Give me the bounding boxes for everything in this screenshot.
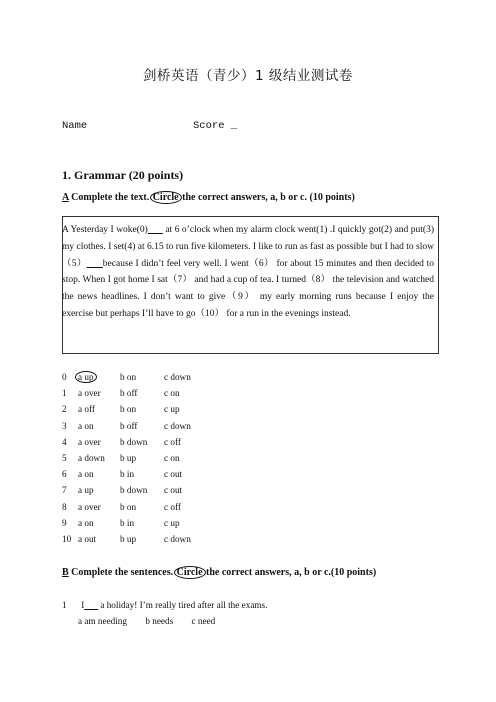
option-b[interactable]: b on — [120, 404, 137, 415]
option-a[interactable]: a up — [78, 485, 94, 496]
option-c[interactable]: c up — [164, 404, 180, 415]
option-b[interactable]: b on — [120, 501, 137, 512]
option-c[interactable]: c down — [164, 420, 191, 431]
option-number: 2 — [62, 404, 67, 415]
option-a[interactable]: a up — [75, 371, 97, 383]
option-a[interactable]: a over — [78, 388, 101, 399]
option-a[interactable]: a over — [78, 436, 101, 447]
option-c[interactable]: c up — [164, 517, 180, 528]
question-text-after: a holiday! I’m really tired after all the exams. — [98, 600, 268, 610]
option-number: 5 — [62, 453, 67, 463]
option-number: 4 — [62, 436, 67, 447]
option-number: 9 — [62, 517, 67, 528]
option-c[interactable]: c off — [164, 436, 181, 447]
option-c[interactable]: c off — [164, 501, 181, 512]
option-a[interactable]: a out — [78, 534, 97, 544]
option-b[interactable]: b off — [120, 388, 138, 399]
option-b[interactable]: b in — [120, 469, 135, 480]
option-c[interactable]: c out — [164, 469, 183, 480]
section-grammar-heading: 1. Grammar (20 points) — [62, 168, 184, 182]
option-b[interactable]: b down — [120, 485, 148, 496]
option-b[interactable]: b off — [120, 420, 138, 431]
option-b[interactable]: b on — [120, 372, 137, 382]
page-title: 剑桥英语（青少）1 级结业测试卷 — [143, 68, 353, 84]
option-number: 8 — [62, 501, 67, 512]
part-b-instr-before: Complete the sentences. — [68, 567, 176, 578]
answer-blank[interactable] — [84, 600, 98, 610]
part-b-instr-after: the correct answers, a, b or c.(10 points) — [203, 567, 377, 578]
option-c[interactable]: c down — [164, 534, 191, 544]
question-text-before: I — [81, 600, 85, 610]
option-number: 7 — [62, 485, 67, 496]
option-b[interactable]: b up — [120, 453, 137, 463]
option-a[interactable]: a down — [78, 453, 105, 463]
option-b[interactable]: b in — [120, 517, 135, 528]
part-a-letter: A — [62, 192, 69, 203]
option-a[interactable]: a over — [78, 501, 101, 512]
part-a-instr-after: the correct answers, a, b or c. (10 points) — [179, 192, 355, 203]
option-b[interactable]: b down — [120, 436, 148, 447]
option-c[interactable]: c out — [164, 485, 183, 496]
part-b-circle-word: Circle — [174, 566, 206, 579]
option-a[interactable]: a on — [78, 469, 94, 480]
passage-segment: at 6 o’clock when my alarm clock went(1) .I quickly got(2) and put(3) my clothes. I set(4) at 6.15 to run five kilometers. I like to run as fast as possible but I had to slow（5） — [62, 225, 435, 269]
question-b1-options: a am needing b needs c need — [78, 616, 216, 626]
part-a-instructions — [62, 191, 355, 204]
passage-blank[interactable] — [148, 225, 163, 235]
question-b1 — [62, 600, 267, 610]
option-a[interactable]: a off — [78, 404, 95, 415]
score-label: Score _ — [193, 120, 238, 132]
option-c[interactable]: c on — [164, 453, 180, 463]
part-a-instr-before: Complete the text. — [68, 192, 152, 203]
option-number: 3 — [62, 420, 67, 431]
option-b[interactable]: b up — [120, 534, 137, 544]
option-number: 6 — [62, 469, 67, 480]
passage-text — [62, 222, 434, 323]
passage-segment: A Yesterday I woke(0) — [62, 225, 148, 235]
name-label: Name — [62, 120, 88, 132]
option-number: 1 — [62, 388, 67, 399]
option-a[interactable]: a on — [78, 517, 94, 528]
question-number: 1 — [62, 600, 67, 610]
part-b-instructions — [62, 566, 376, 579]
part-a-circle-word: Circle — [150, 191, 182, 204]
passage-segment: because I didn’t feel very well. I went（6） for about 15 minutes and then decided to stop. When I got home I sat（7） and had a cup of tea. I turned（8） the television and watched the news headlines. I don’t want to give（9） my early morning runs because I enjoy the exercise but perhaps I’ll have to go（10） for a run in the evenings instead. — [62, 258, 435, 319]
option-c[interactable]: c on — [164, 388, 180, 399]
option-number: 10 — [62, 534, 72, 544]
option-a[interactable]: a on — [78, 420, 94, 431]
part-b-letter: B — [62, 567, 69, 578]
option-number: 0 — [62, 372, 67, 382]
passage-blank[interactable] — [87, 259, 103, 269]
option-c[interactable]: c down — [164, 372, 191, 382]
